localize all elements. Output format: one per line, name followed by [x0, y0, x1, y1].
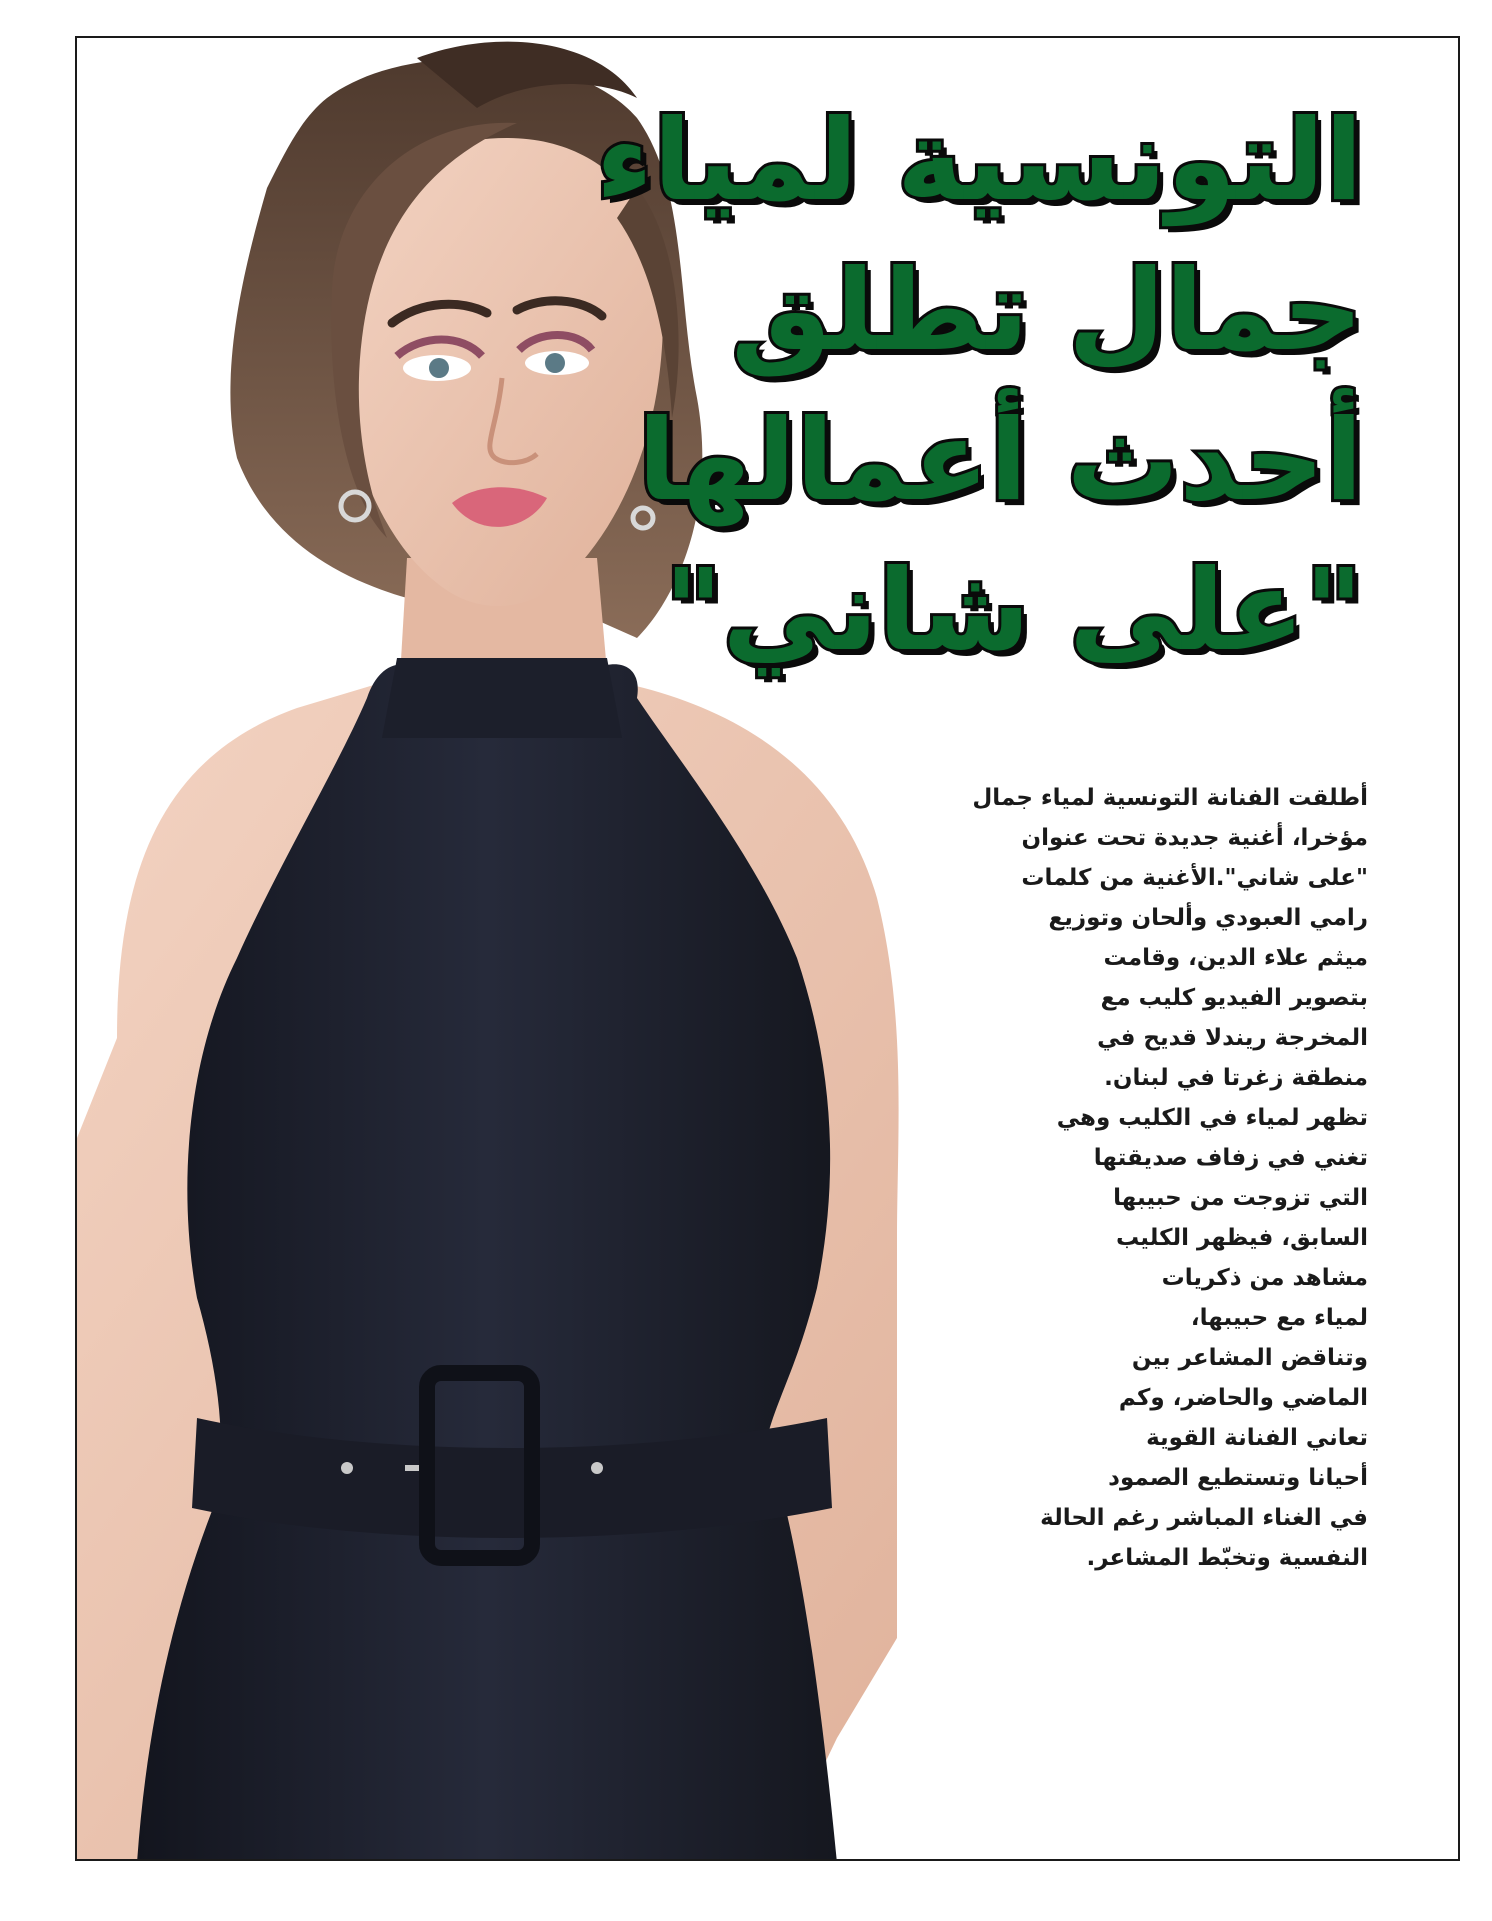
article-line: مؤخرا، أغنية جديدة تحت عنوان — [1021, 825, 1368, 851]
article-line: تظهر لمياء في الكليب وهي — [1056, 1105, 1368, 1131]
article-line: وتناقض المشاعر بين — [1131, 1345, 1368, 1371]
article-line: "على شاني".الأغنية من كلمات — [1021, 865, 1368, 891]
article-line: منطقة زغرتا في لبنان. — [1104, 1065, 1368, 1091]
headline-line: التونسية لمياء — [595, 96, 1363, 226]
dress-collar — [382, 658, 622, 738]
headline-line: "على شاني" — [664, 546, 1363, 676]
right-iris — [545, 353, 565, 373]
article-line: في الغناء المباشر رغم الحالة — [1040, 1505, 1368, 1531]
belt-eyelet-left — [341, 1462, 353, 1474]
article-headline — [595, 86, 1363, 686]
article-body — [972, 778, 1368, 1578]
article-line: ميثم علاء الدين، وقامت — [1103, 945, 1368, 971]
article-line: بتصوير الفيديو كليب مع — [1100, 985, 1368, 1011]
article-line: تعاني الفنانة القوية — [1146, 1425, 1368, 1451]
page-frame — [75, 36, 1460, 1861]
article-line: تغني في زفاف صديقتها — [1093, 1145, 1368, 1171]
article-line: رامي العبودي وألحان وتوزيع — [1048, 905, 1368, 931]
article-line: التي تزوجت من حبيبها — [1113, 1185, 1368, 1211]
article-line: لمياء مع حبيبها، — [1190, 1305, 1368, 1331]
belt-eyelet-right — [591, 1462, 603, 1474]
article-line: مشاهد من ذكريات — [1161, 1265, 1368, 1291]
belt-eyelet-center — [405, 1465, 419, 1471]
left-iris — [429, 358, 449, 378]
article-line: النفسية وتخبّط المشاعر. — [1086, 1545, 1368, 1571]
article-line: السابق، فيظهر الكليب — [1115, 1225, 1368, 1251]
article-line: المخرجة ريندلا قديح في — [1097, 1025, 1368, 1051]
article-line: الماضي والحاضر، وكم — [1118, 1385, 1368, 1411]
article-line: أحيانا وتستطيع الصمود — [1108, 1465, 1368, 1491]
headline-line: جمال تطلق — [731, 246, 1363, 376]
headline-line: أحدث أعمالها — [637, 396, 1363, 526]
article-line: أطلقت الفنانة التونسية لمياء جمال — [972, 785, 1368, 811]
